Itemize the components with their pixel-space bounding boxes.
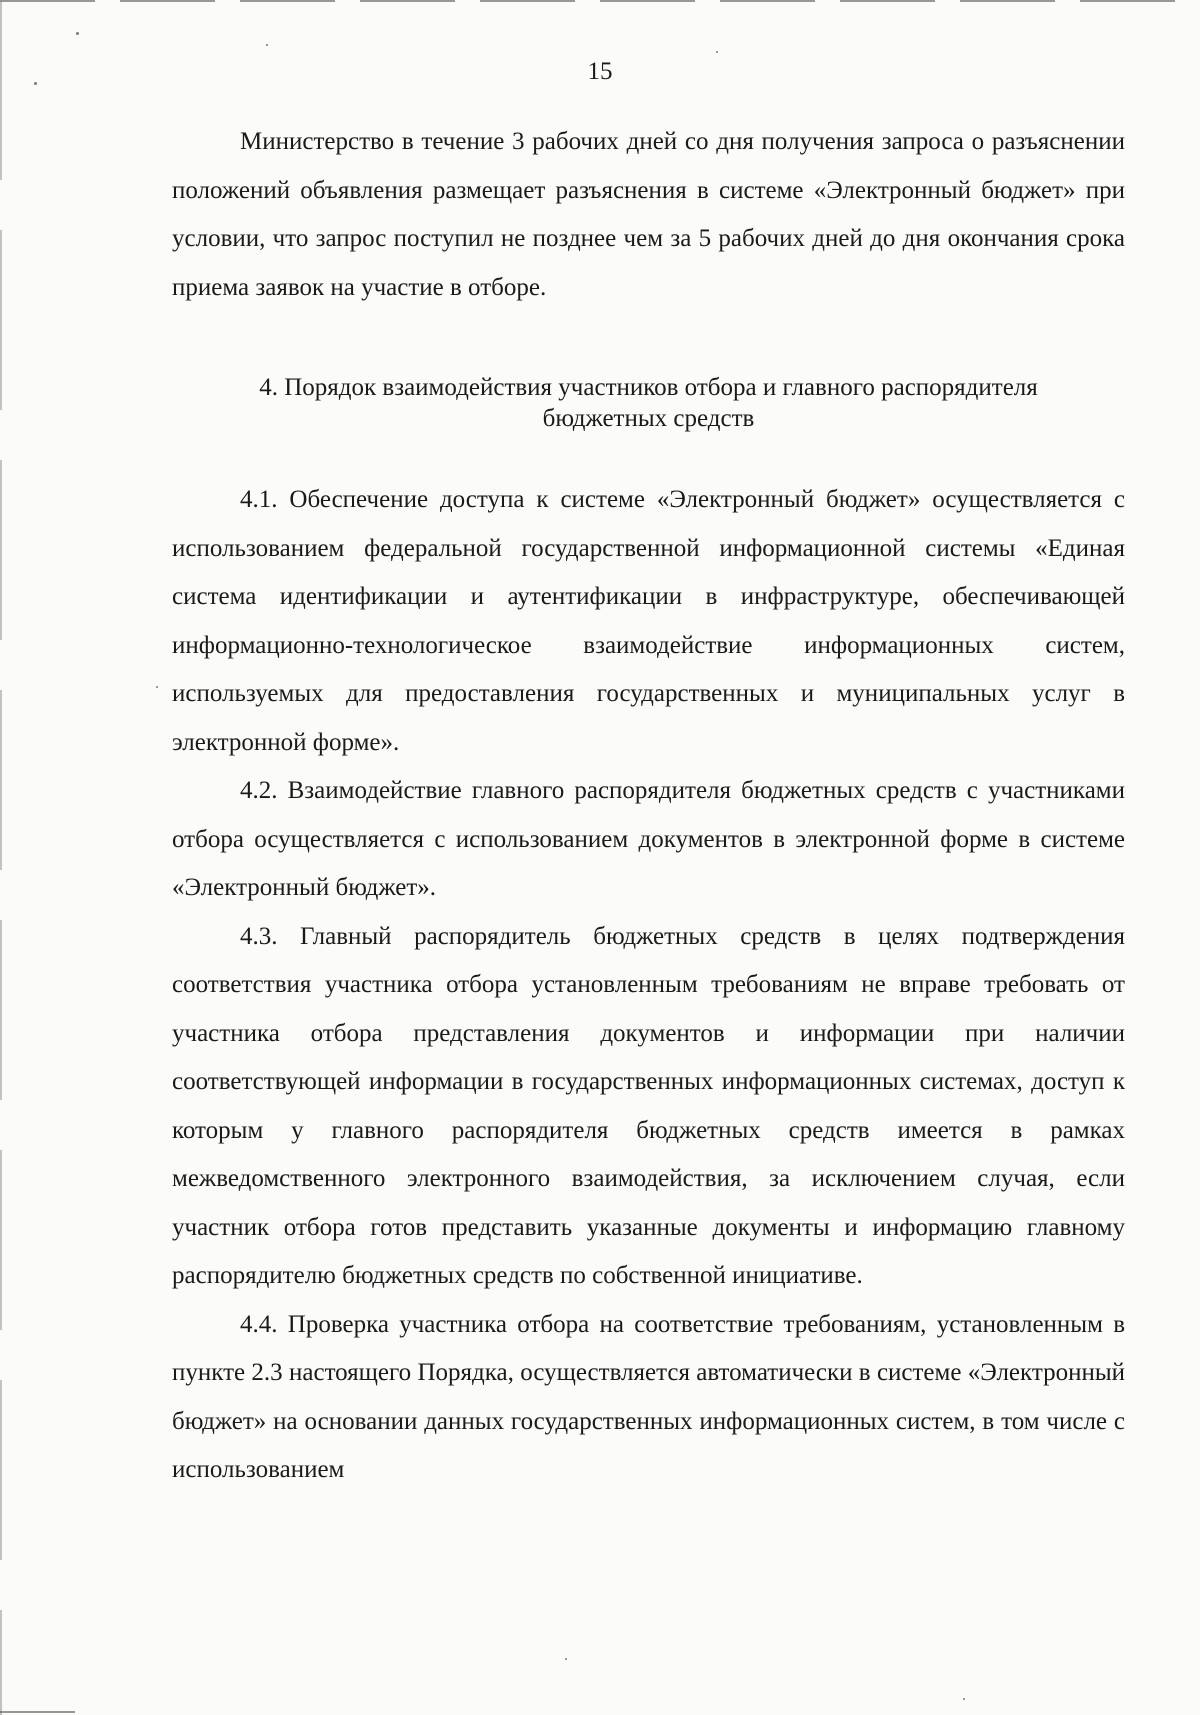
paragraph-4-4: 4.4. Проверка участника отбора на соответствие требованиям, установленным в пункте 2.3 настоящего Порядка, осуществляется автоматически в системе «Электронный бюджет» на основании данных государственных информационных систем, в том числе с использованием (172, 1310, 1125, 1483)
scan-speck (76, 32, 79, 35)
scan-speck (156, 686, 158, 688)
paragraph-4-3: 4.3. Главный распорядитель бюджетных средств в целях подтверждения соответствия участника отбора установленным требованиям не вправе требовать от участника отбора представления документов и информации при наличии соответствующей информации в государственных информационных системах, доступ к которым у главного распорядителя бюджетных средств имеется в рамках межведомственного электронного взаимодействия, за исключением случая, если участник отбора готов представить указанные документы и информацию главному распорядителю бюджетных средств по собственной инициативе. (172, 922, 1125, 1289)
scan-speck (716, 51, 718, 53)
paragraph-intro: Министерство в течение 3 рабочих дней со дня получения запроса о разъяснении положений объявления размещает разъяснения в системе «Электронный бюджет» при условии, что запрос поступил не позднее чем за 5 рабочих дней до дня окончания срока приема заявок на участие в отборе. (172, 128, 1125, 301)
scan-speck (266, 44, 268, 46)
scan-edge-bottom (0, 1711, 75, 1713)
scan-speck (963, 1698, 965, 1700)
scan-speck (565, 1658, 567, 1660)
scan-edge-left (0, 0, 2, 1715)
scan-edge-top (0, 0, 1200, 2)
section-heading (172, 372, 1125, 434)
paragraph-4-2: 4.2. Взаимодействие главного распорядителя бюджетных средств с участниками отбора осуществляется с использованием документов в электронной форме в системе «Электронный бюджет». (172, 777, 1125, 901)
page-number: 15 (587, 58, 613, 85)
paragraph-4-1: 4.1. Обеспечение доступа к системе «Электронный бюджет» осуществляется с использованием федеральной государственной информационной системы «Единая система идентификации и аутентификации в инфраструктуре, обеспечивающей информационно-технологическое взаимодействие информационных систем, используемых для предоставления государственных и муниципальных услуг в электронной форме». (172, 486, 1125, 756)
section-heading-line-2: бюджетных средств (542, 405, 755, 432)
document-body (172, 118, 1125, 1495)
section-heading-line-1: 4. Порядок взаимодействия участников отбора и главного распорядителя (259, 374, 1038, 401)
